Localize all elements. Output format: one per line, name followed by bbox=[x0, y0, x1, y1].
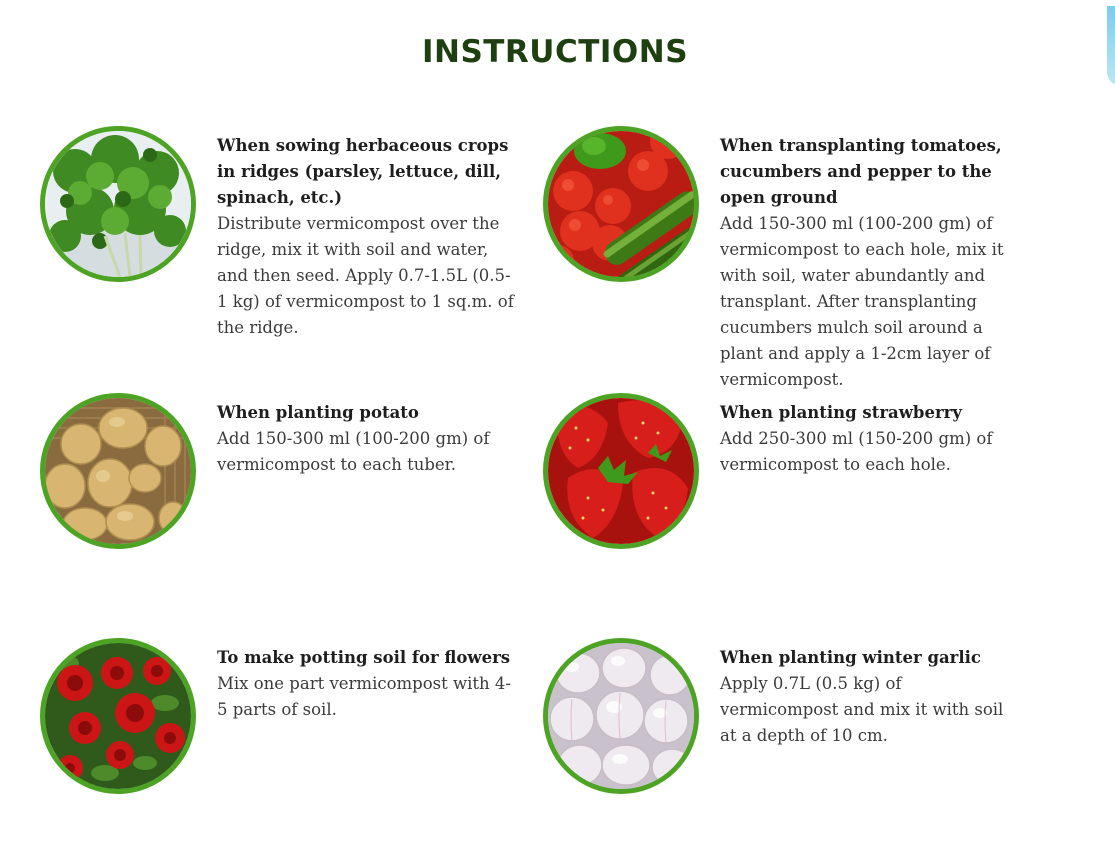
instruction-item-garlic bbox=[543, 638, 1023, 808]
tomatoes-cucumbers-peppers-photo bbox=[543, 126, 699, 282]
parsley-photo bbox=[40, 126, 196, 282]
page-title: INSTRUCTIONS bbox=[421, 34, 689, 70]
instruction-heading: When planting strawberry bbox=[720, 403, 962, 422]
instruction-body: Distribute vermicompost over the ridge, mix it with soil and water, and then seed. Apply 0.7-1.5L (0.5-1 kg) of vermicompost to 1 sq.m. of the ridge. bbox=[217, 214, 514, 337]
instruction-text bbox=[217, 400, 517, 478]
instruction-item-flowers bbox=[40, 638, 520, 808]
instruction-body: Add 150-300 ml (100-200 gm) of vermicompost to each tuber. bbox=[217, 429, 490, 474]
instruction-item-herbs bbox=[40, 126, 520, 366]
instruction-heading: When transplanting tomatoes, cucumbers and pepper to the open ground bbox=[720, 136, 1002, 207]
roses-photo bbox=[40, 638, 196, 794]
instruction-text bbox=[720, 645, 1020, 749]
instruction-item-potato bbox=[40, 393, 520, 633]
instruction-body: Add 150-300 ml (100-200 gm) of vermicompost to each hole, mix it with soil, water abundantly and transplant. After transplanting cucumbers mulch soil around a plant and apply a 1-2cm layer of vermicompost. bbox=[720, 214, 1004, 389]
garlic-photo bbox=[543, 638, 699, 794]
instruction-heading: When sowing herbaceous crops in ridges (parsley, lettuce, dill, spinach, etc.) bbox=[217, 136, 509, 207]
instruction-heading: When planting winter garlic bbox=[720, 648, 981, 667]
potatoes-photo bbox=[40, 393, 196, 549]
instruction-body: Apply 0.7L (0.5 kg) of vermicompost and mix it with soil at a depth of 10 cm. bbox=[720, 674, 1004, 745]
instruction-heading: When planting potato bbox=[217, 403, 419, 422]
instruction-text bbox=[720, 400, 1020, 478]
strawberries-photo bbox=[543, 393, 699, 549]
instruction-item-transplanting bbox=[543, 126, 1043, 389]
instruction-text bbox=[720, 133, 1030, 393]
instruction-body: Add 250-300 ml (150-200 gm) of vermicompost to each hole. bbox=[720, 429, 993, 474]
instruction-heading: To make potting soil for flowers bbox=[217, 648, 511, 667]
instruction-text bbox=[217, 133, 517, 341]
instruction-text bbox=[217, 645, 517, 723]
instruction-item-strawberry bbox=[543, 393, 1023, 633]
instruction-body: Mix one part vermicompost with 4-5 parts of soil. bbox=[217, 674, 511, 719]
